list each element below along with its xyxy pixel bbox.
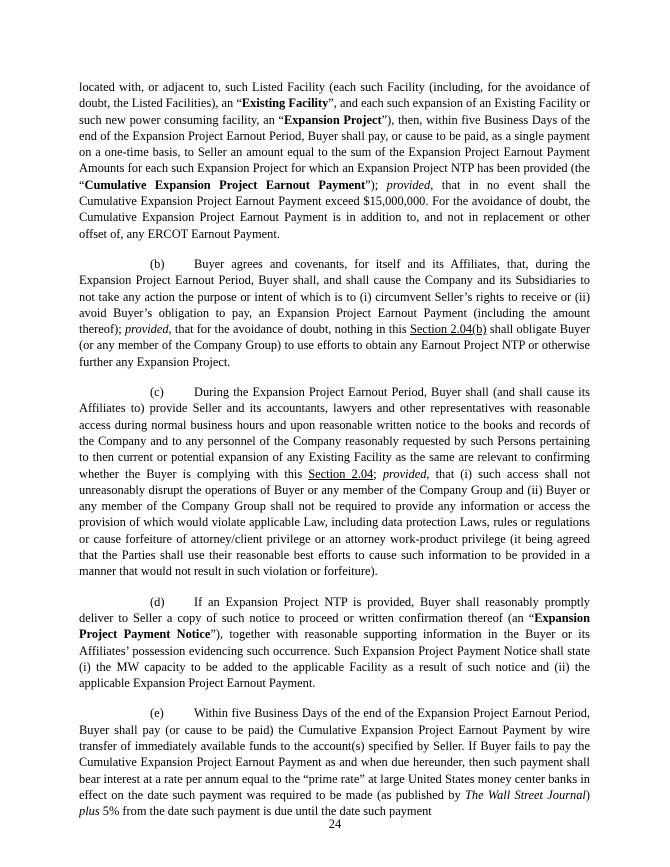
section-cross-reference: Section 2.04: [308, 466, 374, 481]
text-run: ”, and each such expansion of an Existing Facility or such new power consuming facility, an “: [79, 96, 591, 127]
clause-enumerator: (c): [150, 385, 164, 400]
defined-term-cumulative-expansion-project-earnout-payment: Cumulative Expansion Project Earnout Payment: [84, 177, 366, 192]
paragraph-d: [79, 594, 590, 692]
paragraph-e: [79, 705, 590, 819]
text-run: ;: [373, 466, 383, 481]
paragraph-a-continuation: [79, 79, 590, 242]
text-run: During the Expansion Project Earnout Period, Buyer shall (and shall cause its Affiliates to) provide Seller and its accountants, lawyers and other representatives with reasonable access during normal business hours and upon reasonable written notice to the books and records of the Company and to any personnel of the Company reasonably requested by such Persons pertaining to then current or potential expansion of any Existing Facility as the same are relevant to confirming whether the Buyer is complying with this: [79, 385, 590, 481]
paragraph-b: [79, 256, 590, 370]
clause-enumerator: (b): [150, 256, 165, 271]
text-run: If an Expansion Project NTP is provided, Buyer shall reasonably promptly deliver to Seller a copy of such notice to proceed or written confirmation thereof (an “: [79, 594, 590, 625]
text-run: ): [585, 787, 590, 802]
text-run: , that (i) such access shall not unreasonably disrupt the operations of Buyer or any member of the Company Group and (ii) Buyer or any member of the Company Group shall not be required to provide any information or access the provision of which would violate applicable Law, including data protection Laws, rules or regulations or cause forfeiture of attorney/client privilege or an attorney work-product privilege (it being agreed that the Parties shall use their reasonable best efforts to cause such information to be provided in a manner that would not result in such violation or forfeiture).: [79, 466, 591, 579]
text-run: ”);: [365, 177, 387, 192]
defined-term-expansion-project: Expansion Project: [283, 112, 382, 127]
document-body: [79, 79, 590, 833]
text-run: ”), together with reasonable supporting information in the Buyer or its Affiliates’ possession evidencing such occurrence. Such Expansion Project Payment Notice shall state (i) the MW capacity to be added to the applicable Facility as a result of such notice and (ii) the applicable Expansion Project Earnout Payment.: [79, 627, 591, 691]
section-cross-reference: Section 2.04(b): [409, 322, 487, 337]
text-run: 5% from the date such payment is due until the date such payment: [99, 804, 432, 819]
italic-plus: plus: [79, 804, 100, 819]
text-run: , that in no event shall the Cumulative Expansion Project Earnout Payment exceed $15,000,000. For the avoidance of doubt, the Cumulative Expansion Project Earnout Payment is in addition to, and not in replacement or other offset of, any ERCOT Earnout Payment.: [79, 177, 590, 241]
clause-enumerator: (d): [150, 594, 165, 609]
italic-proviso: provided: [124, 322, 169, 337]
text-run: ”), then, within five Business Days of the end of the Expansion Project Earnout Period, Buyer shall pay, or cause to be paid, as a single payment on a one-time basis, to Seller an amount equal to the sum of the Expansion Project Earnout Payment Amounts for each such Expansion Project for which an Expansion Project NTP has been provided (the “: [79, 112, 590, 192]
page-number: 24: [328, 817, 342, 831]
text-run: Within five Business Days of the end of the Expansion Project Earnout Period, Buyer shall pay (or cause to be paid) the Cumulative Expansion Project Earnout Payment by wire transfer of immediately available funds to the account(s) specified by Seller. If Buyer fails to pay the Cumulative Expansion Project Earnout Payment as and when due hereunder, then such payment shall bear interest at a rate per annum equal to the “prime rate” at large United States money center banks in effect on the date such payment was required to be made (as published by: [79, 706, 590, 802]
text-run: shall obligate Buyer (or any member of the Company Group) to use efforts to obtain any Earnout Project NTP or otherwise further any Expansion Project.: [79, 322, 591, 369]
clause-enumerator: (e): [150, 706, 164, 721]
text-run: located with, or adjacent to, such Listed Facility (each such Facility (including, for the avoidance of doubt, the Listed Facilities), an “: [79, 80, 590, 111]
defined-term-expansion-project-payment-notice: Expansion Project Payment Notice: [79, 610, 590, 642]
italic-proviso: provided: [386, 177, 431, 192]
paragraph-c: [79, 384, 590, 580]
defined-term-existing-facility: Existing Facility: [241, 96, 329, 111]
italic-proviso: provided: [382, 466, 427, 481]
italic-publication-name: The Wall Street Journal: [465, 787, 586, 802]
text-run: , that for the avoidance of doubt, nothing in this: [168, 322, 410, 337]
text-run: Buyer agrees and covenants, for itself and its Affiliates, that, during the Expansion Project Earnout Period, Buyer shall, and shall cause the Company and its Subsidiaries to not take any action the purpose or intent of which is to (i) circumvent Seller’s rights to receive or (ii) avoid Buyer’s obligation to pay, an Expansion Project Earnout Payment (including the amount thereof);: [79, 256, 590, 337]
